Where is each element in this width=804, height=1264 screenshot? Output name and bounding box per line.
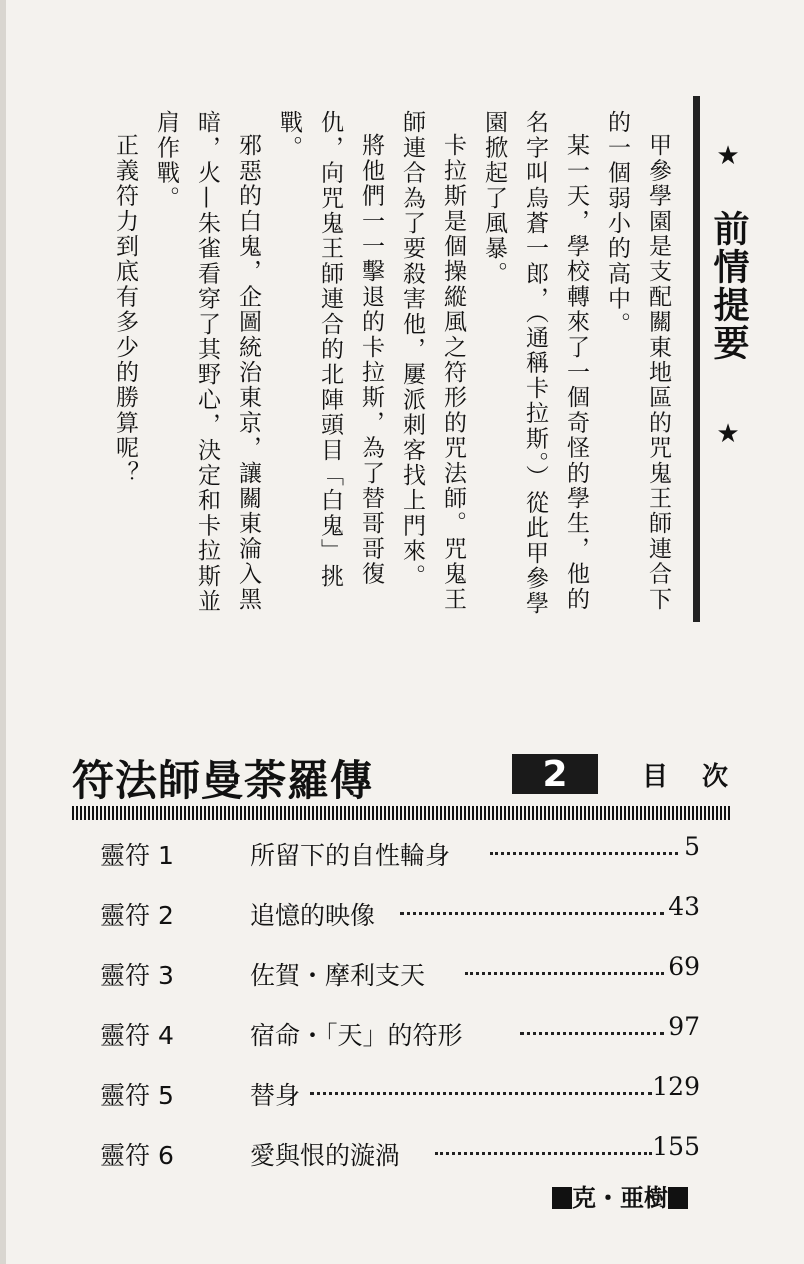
chapter-label: 靈符 6 xyxy=(100,1141,174,1170)
chapter-label: 靈符 5 xyxy=(100,1081,174,1110)
page-number: 69 xyxy=(668,952,700,981)
author-name: 克・亜樹 xyxy=(572,1184,668,1212)
volume-badge: 2 xyxy=(512,754,598,794)
black-block-icon xyxy=(668,1187,688,1209)
page-number: 43 xyxy=(668,892,700,921)
dot-leader xyxy=(310,1088,652,1095)
toc-row xyxy=(100,1010,700,1070)
dot-leader xyxy=(465,968,664,975)
toc-row xyxy=(100,890,700,950)
page-number: 97 xyxy=(668,1012,700,1041)
chapter-title: 替身 xyxy=(250,1081,301,1110)
dot-leader xyxy=(400,908,664,915)
chapter-label: 靈符 3 xyxy=(100,961,174,990)
chapter-title: 愛與恨的漩渦 xyxy=(250,1141,401,1170)
chapter-title: 宿命・「天」的符形 xyxy=(250,1021,463,1050)
black-block-icon xyxy=(552,1187,572,1209)
chapter-label: 靈符 4 xyxy=(100,1021,174,1050)
synopsis-section xyxy=(60,92,750,652)
synopsis-heading xyxy=(706,92,750,632)
dot-leader xyxy=(435,1148,652,1155)
toc-list xyxy=(100,830,700,1190)
hatched-divider xyxy=(72,806,730,820)
author-credit xyxy=(552,1178,688,1213)
synopsis-paragraph: 卡拉斯是個操縱風之符形的咒法師。咒鬼王師連合為了要殺害他，屢派刺客找上門來。 xyxy=(399,110,466,612)
chapter-title: 追憶的映像 xyxy=(250,901,376,930)
dot-leader xyxy=(490,848,678,855)
chapter-label: 靈符 1 xyxy=(100,841,174,870)
book-title: 符法師曼荼羅傳 xyxy=(72,756,374,805)
star-icon: ★ xyxy=(716,141,740,171)
toc-header xyxy=(72,748,763,808)
star-icon: ★ xyxy=(716,419,740,449)
page-edge xyxy=(0,0,6,1264)
toc-row xyxy=(100,830,700,890)
synopsis-paragraph: 邪惡的白鬼，企圖統治東京，讓關東淪入黑暗，火—朱雀看穿了其野心，決定和卡拉斯並肩作戰。 xyxy=(153,110,261,614)
synopsis-paragraph: 將他們一一擊退的卡拉斯，為了替哥哥復仇，向咒鬼王師連合的北陣頭目「白鬼」挑戰。 xyxy=(276,110,384,589)
chapter-label: 靈符 2 xyxy=(100,901,174,930)
dot-leader xyxy=(520,1028,664,1035)
synopsis-paragraph: 甲參學園是支配關東地區的咒鬼王師連合下的一個弱小的高中。 xyxy=(604,110,671,612)
toc-row xyxy=(100,1070,700,1130)
synopsis-text xyxy=(104,110,678,630)
synopsis-paragraph: 正義符力到底有多少的勝算呢？ xyxy=(112,133,138,486)
heading-rule xyxy=(693,96,700,622)
chapter-title: 所留下的自性輪身 xyxy=(250,841,451,870)
chapter-title: 佐賀・摩利支天 xyxy=(250,961,426,990)
synopsis-paragraph: 某一天，學校轉來了一個奇怪的學生，他的名字叫烏蒼一郎，（通稱卡拉斯。）從此甲參學園掀起了風暴。 xyxy=(481,110,589,617)
page-number: 129 xyxy=(652,1072,700,1101)
toc-row xyxy=(100,950,700,1010)
toc-heading: 目次 xyxy=(642,762,763,792)
page-number: 5 xyxy=(684,832,700,861)
page-number: 155 xyxy=(652,1132,700,1161)
synopsis-heading-text: 前情提要 xyxy=(708,210,749,362)
